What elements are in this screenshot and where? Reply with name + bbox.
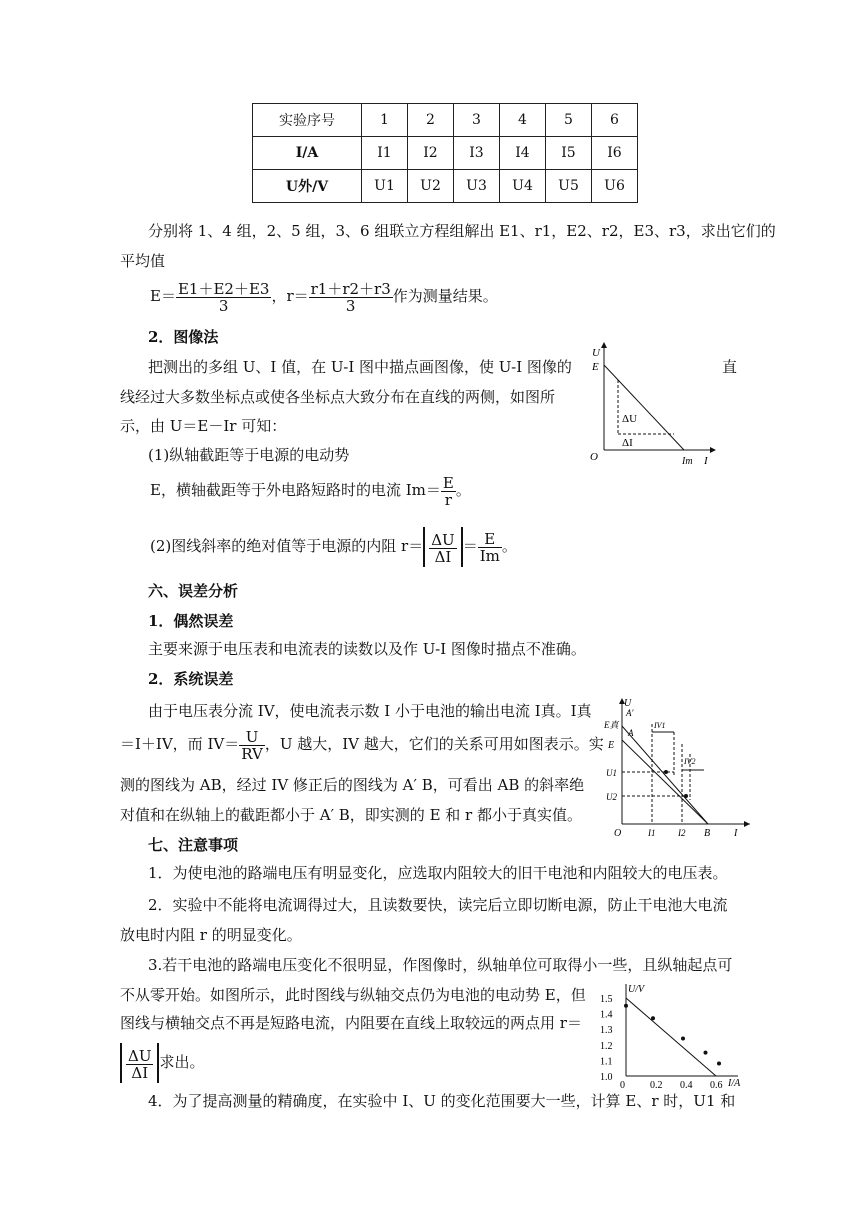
fraction [429, 532, 456, 565]
denominator: 3 [218, 296, 229, 315]
text: ＝I＋IV，而 IV＝ [120, 735, 240, 753]
paragraph: 对值和在纵轴上的截距都小于 A′ B，即实测的 E 和 r 都小于真实值。 [120, 806, 582, 824]
paragraph: 主要来源于电压表和电流表的读数以及作 U-I 图像时描点不准确。 [148, 640, 586, 658]
origin-label: O [614, 828, 622, 839]
paragraph [150, 526, 517, 567]
b-label: B [704, 828, 711, 839]
y-tick-label: 1.5 [600, 994, 613, 1005]
formula-text: E＝ [150, 287, 176, 305]
paragraph: 2．实验中不能将电流调得过大，且读数要快，读完后立即切断电源，防止干电池大电流 [148, 896, 728, 914]
paragraph: 直 [722, 358, 738, 376]
section-heading: 2．图像法 [148, 328, 219, 346]
i1-label: I1 [648, 828, 656, 838]
e-label: E [608, 740, 615, 751]
x-tick-label: 0 [620, 1080, 625, 1090]
iv2-label: IV2 [684, 757, 696, 766]
paragraph: 平均值 [120, 252, 166, 270]
numerator: E1＋E2＋E3 [177, 279, 270, 298]
table-cell: I3 [454, 137, 500, 170]
u1-label: U1 [606, 768, 617, 778]
x-arrow-icon [744, 821, 750, 827]
data-point [684, 794, 688, 798]
data-line [604, 365, 684, 450]
text: 。 [501, 537, 517, 555]
y-tick-label: 1.3 [600, 1025, 613, 1037]
mean-formula [150, 276, 498, 316]
a-label: A [628, 728, 634, 738]
paragraph [120, 1042, 205, 1083]
origin-label: O [590, 451, 598, 463]
paragraph: 分别将 1、4 组，2、5 组，3、6 组联立方程组解出 E1、r1，E2、r2，E3、r3，求出它们的 [148, 222, 776, 240]
fraction [309, 281, 393, 314]
formula-text: 作为测量结果。 [392, 287, 498, 305]
table-cell: U外/V [253, 170, 362, 203]
i-label: I [704, 455, 708, 467]
y-ticks [600, 994, 613, 1083]
formula-text: ，r＝ [271, 287, 309, 305]
table-cell: I/A [253, 137, 362, 170]
data-points [624, 1004, 721, 1066]
numerator: E [442, 473, 454, 492]
paragraph: 4．为了提高测量的精确度，在实验中 I、U 的变化范围要大一些，计算 E、r 时，U1 和 [148, 1092, 736, 1110]
table-row [253, 104, 638, 137]
table-cell: 5 [546, 104, 592, 137]
delta-u-label: ΔU [622, 413, 638, 425]
u-label: U [624, 698, 632, 709]
text: E，横轴截距等于外电路短路时的电流 Im＝ [150, 481, 441, 499]
x-ticks [620, 1080, 723, 1090]
section-heading: 六、误差分析 [148, 582, 239, 600]
denominator: r [444, 490, 452, 509]
u-label: U [592, 347, 600, 359]
i2-label: I2 [678, 828, 686, 838]
paragraph [150, 470, 471, 510]
y-tick-label: 1.4 [600, 1009, 613, 1021]
paragraph: 不从零开始。如图所示，此时图线与纵轴交点仍为电池的电动势 E，但 [120, 986, 586, 1004]
text: (2)图线斜率的绝对值等于电源的内阻 r＝ [150, 537, 424, 555]
fraction [176, 281, 271, 314]
paragraph: 示，由 U＝E－Ir 可知： [120, 417, 287, 435]
x-tick-label: 0.6 [710, 1080, 723, 1090]
table-cell: 2 [408, 104, 454, 137]
table-cell: I4 [500, 137, 546, 170]
table-cell: I5 [546, 137, 592, 170]
i-label: I [734, 828, 738, 839]
table-cell: 1 [362, 104, 408, 137]
paragraph: 由于电压表分流 IV，使电流表示数 I 小于电池的输出电流 I真。I真 [148, 702, 592, 720]
a-prime-label: A′ [626, 708, 634, 718]
table-row [253, 137, 638, 170]
table-cell: I6 [592, 137, 638, 170]
y-tick-label: 1.2 [600, 1040, 613, 1052]
numerator: ΔU [128, 1046, 152, 1065]
numerator: U [239, 729, 265, 746]
section-heading: 2．系统误差 [148, 670, 234, 688]
text: ＝ [462, 537, 478, 555]
table-row [253, 170, 638, 203]
numerator: E [478, 531, 502, 548]
data-point [624, 1004, 628, 1008]
y-tick-label: 1.0 [600, 1072, 613, 1083]
error-analysis-figure [604, 696, 756, 840]
table-cell: I2 [408, 137, 454, 170]
data-point [717, 1062, 721, 1066]
text: ，U 越大，IV 越大，它们的关系可用如图表示。实 [264, 735, 604, 753]
table-cell: 实验序号 [253, 104, 362, 137]
line-ab [622, 740, 708, 824]
fraction [441, 475, 456, 508]
paragraph: 放电时内阻 r 的明显变化。 [120, 926, 302, 944]
table-cell: 4 [500, 104, 546, 137]
measurement-table [252, 103, 638, 203]
paragraph: 线经过大多数坐标点或使各坐标点大致分布在直线的两侧，如图所 [120, 388, 556, 406]
paragraph: 把测出的多组 U、I 值，在 U-I 图中描点画图像，使 U-I 图像的 [148, 358, 572, 376]
fraction [478, 531, 502, 564]
table-cell: U6 [592, 170, 638, 203]
data-point [664, 770, 668, 774]
y-axis-label: U/V [628, 984, 645, 995]
paragraph [120, 724, 604, 764]
denominator: 3 [345, 296, 356, 315]
ui-graph-figure [588, 340, 718, 470]
data-point [681, 1037, 685, 1041]
numerator: ΔU [431, 530, 455, 549]
denominator: ΔI [434, 547, 452, 566]
numerator: r1＋r2＋r3 [310, 279, 391, 298]
table-cell: 3 [454, 104, 500, 137]
table-cell: U2 [408, 170, 454, 203]
fraction [239, 729, 265, 762]
data-point [704, 1051, 708, 1055]
text: 求出。 [159, 1053, 205, 1071]
denominator: ΔI [131, 1063, 149, 1082]
table-cell: U5 [546, 170, 592, 203]
paragraph: 测的图线为 AB，经过 IV 修正后的图线为 A′ B，可看出 AB 的斜率绝 [120, 776, 585, 794]
delta-i-label: ΔI [622, 437, 633, 449]
paragraph: 1．为使电池的路端电压有明显变化，应选取内阻较大的旧干电池和内阻较大的电压表。 [148, 864, 728, 882]
e-true-label: E真 [604, 720, 619, 730]
section-heading: 1．偶然误差 [148, 612, 234, 630]
e-label: E [592, 361, 599, 373]
x-axis-label: I/A [728, 1078, 741, 1089]
text: 。 [455, 481, 471, 499]
denominator: RV [241, 744, 263, 763]
x-tick-label: 0.2 [650, 1080, 663, 1090]
table-cell: U1 [362, 170, 408, 203]
table-cell: 6 [592, 104, 638, 137]
paragraph: 图线与横轴交点不再是短路电流，内阻要在直线上取较远的两点用 r＝ [120, 1014, 582, 1032]
absolute-value [423, 527, 462, 567]
line-a-prime-b [622, 726, 708, 824]
section-heading: 七、注意事项 [148, 836, 239, 854]
table-cell: U3 [454, 170, 500, 203]
denominator: Im [479, 546, 500, 565]
table-cell: U4 [500, 170, 546, 203]
table-cell: I1 [362, 137, 408, 170]
y-tick-label: 1.1 [600, 1056, 613, 1068]
paragraph: 3.若干电池的路端电压变化不很明显，作图像时，纵轴单位可取得小一些，且纵轴起点可 [148, 956, 733, 974]
y-arrow-icon [601, 342, 607, 348]
im-label: Im [682, 456, 693, 467]
paragraph: (1)纵轴截距等于电源的电动势 [148, 446, 350, 464]
absolute-value [120, 1043, 159, 1083]
fraction [126, 1048, 153, 1081]
x-tick-label: 0.4 [680, 1080, 693, 1090]
fit-line [626, 998, 716, 1076]
data-point [651, 1016, 655, 1020]
u2-label: U2 [606, 792, 617, 802]
iv1-label: IV1 [654, 721, 666, 730]
x-arrow-icon [710, 447, 716, 453]
scaled-ui-chart [598, 980, 752, 1090]
